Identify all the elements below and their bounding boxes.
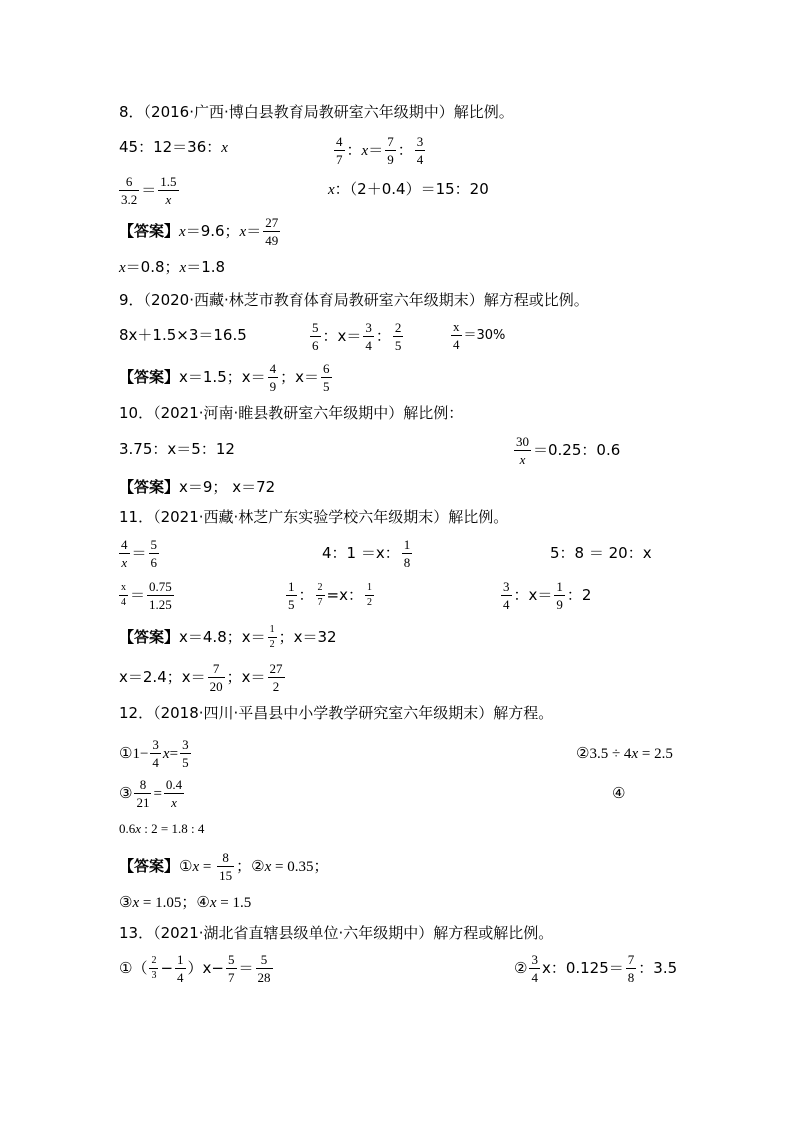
question-10-title: 10．（2021·河南·睢县教研室六年级期中）解比例： xyxy=(119,404,464,422)
q12-problem-4: 0.6x : 2 = 1.8 : 4 xyxy=(119,821,205,836)
q11-answer-1: 【答案】x＝4.8；x＝ $\frac{1}{2}$ ；x＝32 xyxy=(119,624,337,650)
q11-problem-3: 5：8 ＝ 20：x xyxy=(550,544,652,562)
q12-answer-2: ③x = 1.05；④x = 1.5 xyxy=(119,893,252,911)
q8-problem-2: $\frac{4}{7}$ ：x＝ $\frac{7}{9}$ ： $\frac{3}{4}$ xyxy=(336,134,424,167)
q9-problem-2: $\frac{5}{6}$ ：x＝ $\frac{3}{4}$ ： $\frac{2}{5}$ xyxy=(312,320,402,353)
q11-problem-6: $\frac{3}{4}$ ：x＝ $\frac{1}{9}$ ：2 xyxy=(503,579,592,612)
q13-problem-2: ② $\frac{3}{4}$ x：0.125＝ $\frac{7}{8}$ ：3.5 xyxy=(514,952,678,985)
q8-problem-1: 45：12＝36：x xyxy=(119,138,228,156)
q12-problem-1: ①1− $\frac{3}{4}$ x= $\frac{3}{5}$ xyxy=(119,737,189,770)
q9-problem-1: 8x＋1.5×3＝16.5 xyxy=(119,326,247,344)
q11-problem-5: $\frac{1}{5}$ ： $\frac{2}{7}$ =x： $\frac{1}{2}$ xyxy=(288,579,372,612)
q9-problem-3: $\frac{x}{4}$ ＝30% xyxy=(453,319,506,352)
q8-answer-2: x＝0.8；x＝1.8 xyxy=(119,258,226,276)
question-9-title: 9．（2020·西藏·林芝市教育体育局教研室六年级期末）解方程或比例。 xyxy=(119,291,589,309)
q11-problem-2: 4：1 ＝x： $\frac{1}{8}$ xyxy=(322,537,411,570)
question-12-title: 12．（2018·四川·平昌县中小学教学研究室六年级期末）解方程。 xyxy=(119,704,554,722)
q12-problem-3: ③ $\frac{8}{21}$ = $\frac{0.4}{x}$ xyxy=(119,777,183,810)
q12-answer-1: 【答案】①x = $\frac{8}{15}$ ；②x = 0.35； xyxy=(119,850,329,883)
q12-problem-4-marker: ④ xyxy=(612,784,626,802)
q8-problem-3: $\frac{6}{3.2}$ ＝ $\frac{1.5}{x}$ xyxy=(121,174,177,207)
q8-problem-4: x：（2＋0.4）＝15：20 xyxy=(328,180,489,198)
question-13-title: 13．（2021·湖北省直辖县级单位·六年级期中）解方程或解比例。 xyxy=(119,924,554,942)
q11-answer-2: x＝2.4；x＝ $\frac{7}{20}$ ；x＝ $\frac{27}{2}$ xyxy=(119,661,283,694)
question-8-title: 8．（2016·广西·博白县教育局教研室六年级期中）解比例。 xyxy=(119,103,514,121)
q12-problem-2: ②3.5 ÷ 4x = 2.5 xyxy=(576,744,673,762)
q10-answer: 【答案】x＝9； x＝72 xyxy=(119,478,276,496)
q11-problem-1: $\frac{4}{x}$ ＝ $\frac{5}{6}$ xyxy=(121,537,158,570)
q13-problem-1: ①（ $\frac{2}{3}$ − $\frac{1}{4}$ ）x− $\frac{5}{7}$ ＝ $\frac{5}{28}$ xyxy=(119,952,271,985)
q8-answer-1: 【答案】x＝9.6；x＝ $\frac{27}{49}$ xyxy=(119,215,279,248)
q9-answer: 【答案】x＝1.5；x＝ $\frac{4}{9}$ ；x＝ $\frac{6}{5}$ xyxy=(119,361,330,394)
q10-problem-1: 3.75：x＝5：12 xyxy=(119,440,235,458)
q11-problem-4: $\frac{x}{4}$ ＝ $\frac{0.75}{1.25}$ xyxy=(121,579,172,612)
question-11-title: 11．（2021·西藏·林芝广东实验学校六年级期末）解比例。 xyxy=(119,508,509,526)
q10-problem-2: $\frac{30}{x}$ ＝0.25：0.6 xyxy=(516,434,621,467)
